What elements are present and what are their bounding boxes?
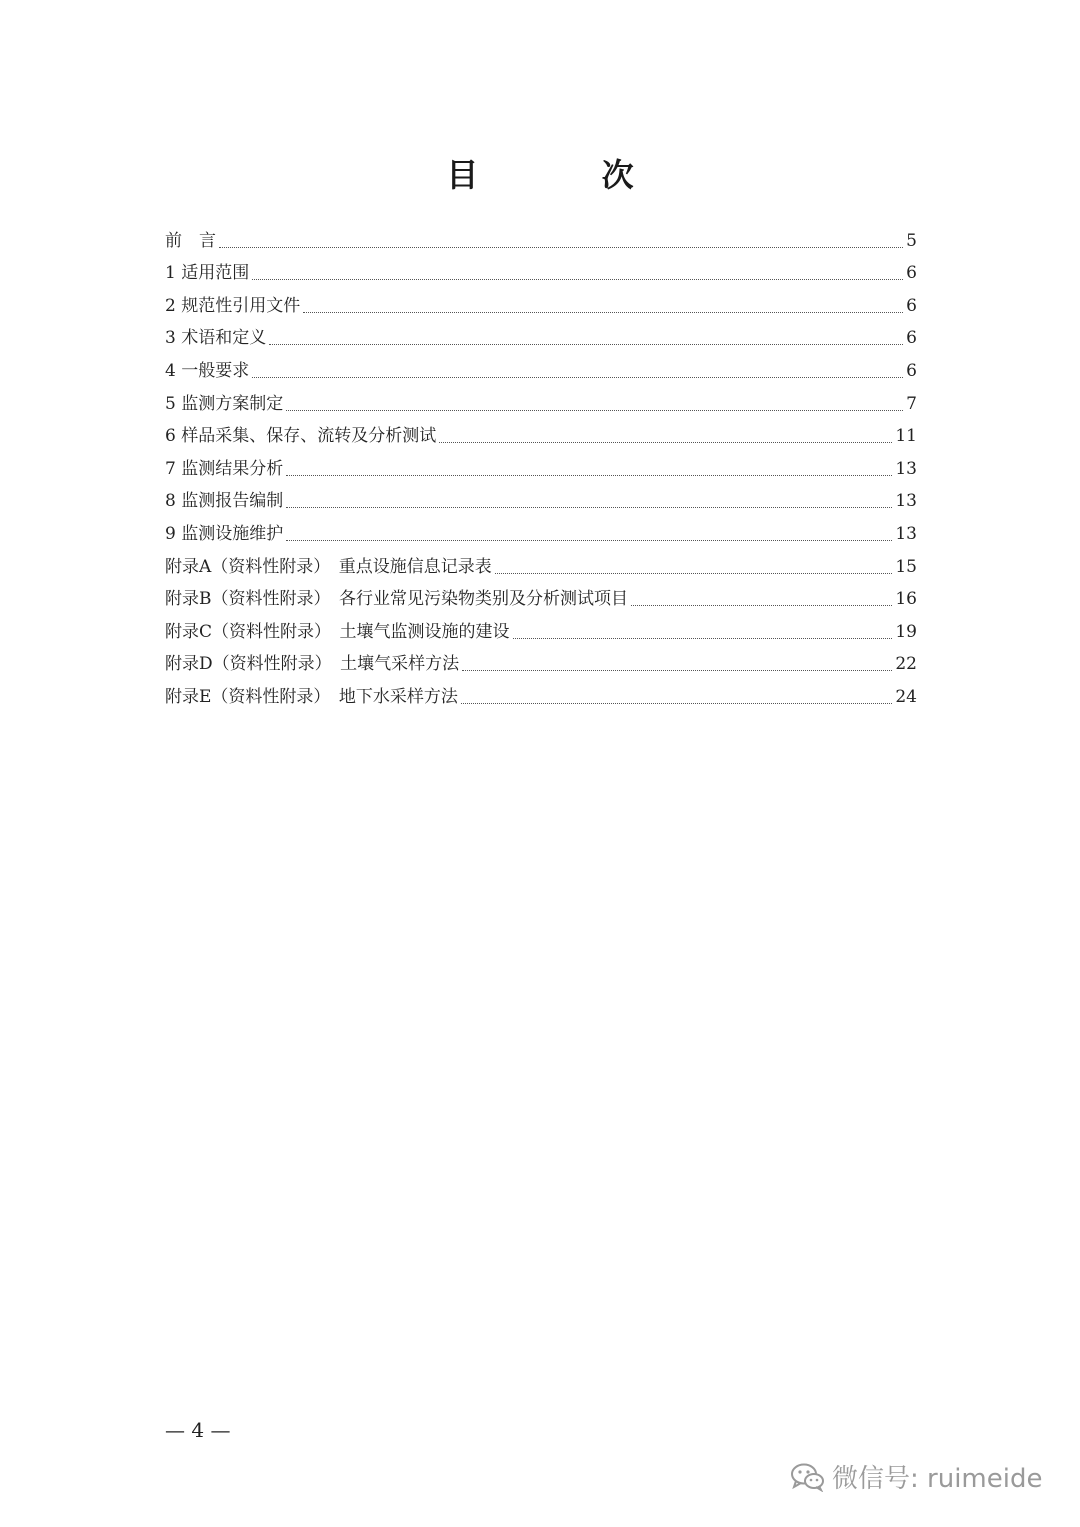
toc-entry-page: 13 [895,491,917,512]
toc-entry-label: 6 样品采集、保存、流转及分析测试 [165,426,437,447]
toc-entry-page: 6 [906,295,917,316]
toc-entry-label: 附录C（资料性附录） 土壤气监测设施的建设 [165,621,510,642]
toc-entry-label: 附录D（资料性附录） 土壤气采样方法 [165,654,460,675]
toc-entry[interactable] [165,581,917,614]
toc-dot-leader [252,376,903,378]
toc-entry-label: 2 规范性引用文件 [165,295,301,316]
toc-dot-leader [219,246,903,248]
toc-dot-leader [286,474,892,476]
watermark-text: 微信号: ruimeide [832,1464,1043,1494]
toc-entry-page: 6 [906,360,917,381]
toc-entry[interactable] [165,385,917,418]
toc-entry[interactable] [165,646,917,679]
toc-entry[interactable] [165,222,917,255]
toc-entry[interactable] [165,418,917,451]
toc-entry-page: 13 [895,523,917,544]
toc-entry-page: 13 [895,458,917,479]
toc-entry[interactable] [165,255,917,288]
toc-entry-label: 前 言 [165,230,216,251]
wechat-icon [790,1462,826,1492]
toc-entry[interactable] [165,515,917,548]
toc-entry-label: 1 适用范围 [165,263,250,284]
toc-entry[interactable] [165,320,917,353]
toc-entry-page: 6 [906,328,917,349]
toc-entry-page: 7 [906,393,917,414]
toc-entry-label: 8 监测报告编制 [165,491,284,512]
toc-entry-page: 11 [895,426,917,447]
toc-entry[interactable] [165,678,917,711]
toc-dot-leader [495,572,893,574]
toc-dot-leader [462,669,892,671]
toc-dot-leader [631,604,892,606]
toc-entry-page: 6 [906,263,917,284]
toc-entry-label: 附录B（资料性附录） 各行业常见污染物类别及分析测试项目 [165,589,628,610]
toc-entry[interactable] [165,548,917,581]
toc-entry[interactable] [165,483,917,516]
toc-dot-leader [461,702,892,704]
toc-entry-label: 7 监测结果分析 [165,458,284,479]
toc-dot-leader [286,506,892,508]
toc-entry[interactable] [165,287,917,320]
toc-entry[interactable] [165,352,917,385]
toc-entry-page: 19 [895,621,917,642]
page-number: — 4 — [165,1418,231,1442]
toc-entry-page: 5 [906,230,917,251]
toc-dot-leader [439,441,892,443]
toc-entry-label: 3 术语和定义 [165,328,267,349]
toc-entry-label: 附录A（资料性附录） 重点设施信息记录表 [165,556,492,577]
toc-entry[interactable] [165,450,917,483]
toc-entry-label: 附录E（资料性附录） 地下水采样方法 [165,686,458,707]
toc-dot-leader [252,278,903,280]
toc-entry-label: 5 监测方案制定 [165,393,284,414]
page-title: 目 次 [446,156,690,194]
toc-dot-leader [286,409,903,411]
table-of-contents [165,222,917,711]
toc-entry-page: 22 [895,654,917,675]
toc-dot-leader [303,311,903,313]
toc-dot-leader [286,539,892,541]
toc-entry-page: 24 [895,686,917,707]
watermark [790,1458,1042,1495]
toc-entry-label: 9 监测设施维护 [165,523,284,544]
toc-entry-page: 16 [895,589,917,610]
toc-dot-leader [269,343,903,345]
toc-entry-page: 15 [895,556,917,577]
toc-entry-label: 4 一般要求 [165,360,250,381]
toc-entry[interactable] [165,613,917,646]
toc-dot-leader [513,637,893,639]
